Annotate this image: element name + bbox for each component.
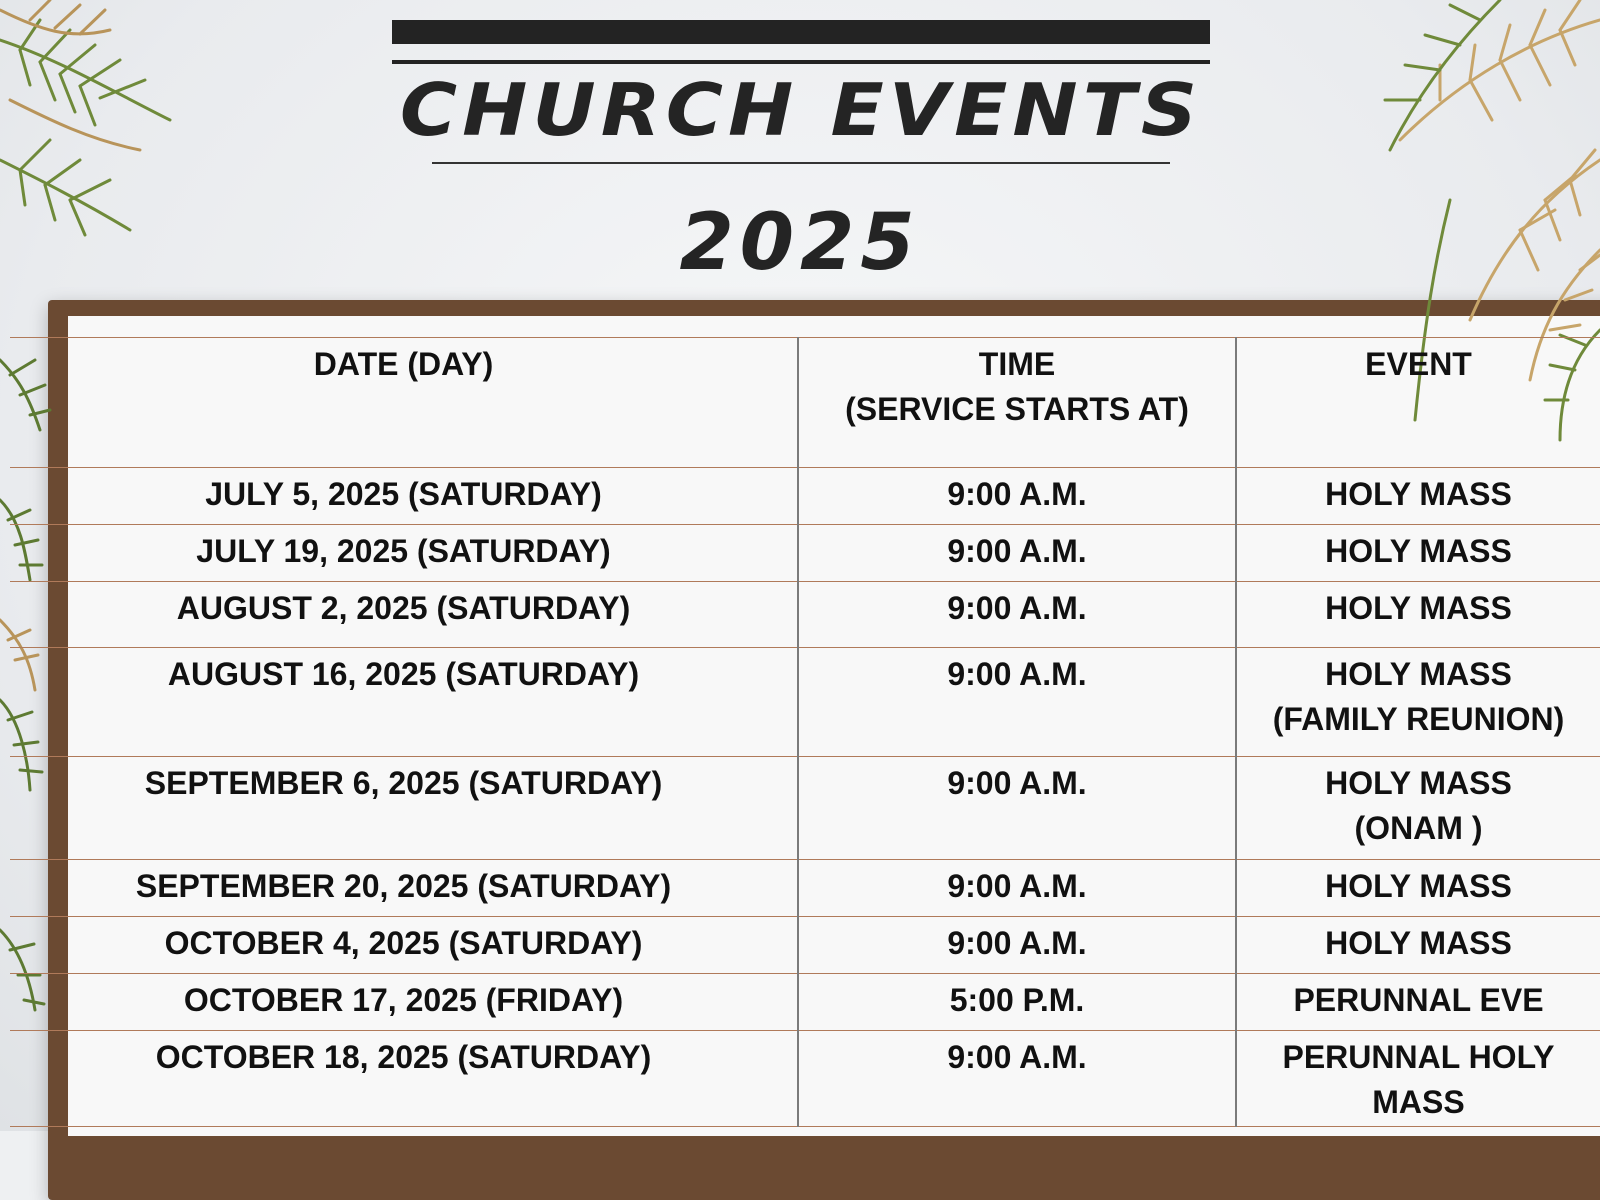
page-title: CHURCH EVENTS — [399, 69, 1203, 153]
event-time: 9:00 A.M. — [798, 917, 1236, 974]
event-name — [1236, 648, 1600, 757]
header-bar-thin — [392, 60, 1210, 64]
event-date: OCTOBER 18, 2025 (SATURDAY) — [10, 1031, 798, 1127]
event-time: 9:00 A.M. — [798, 582, 1236, 648]
event-time: 9:00 A.M. — [798, 860, 1236, 917]
event-name-line1: PERUNNAL HOLY — [1282, 1039, 1555, 1075]
event-name — [1236, 1031, 1600, 1127]
event-name-line1: HOLY MASS — [1325, 925, 1512, 961]
event-time: 9:00 A.M. — [798, 757, 1236, 860]
event-name-line2: MASS — [1372, 1084, 1465, 1120]
event-name — [1236, 525, 1600, 582]
event-name-line1: HOLY MASS — [1325, 590, 1512, 626]
table-row — [10, 648, 1600, 757]
header-time — [798, 338, 1236, 468]
header-time-line1: TIME — [978, 346, 1056, 382]
table-row — [10, 974, 1600, 1031]
table-row — [10, 468, 1600, 525]
event-name-line1: HOLY MASS — [1325, 656, 1512, 692]
event-date: AUGUST 2, 2025 (SATURDAY) — [10, 582, 798, 648]
event-date: SEPTEMBER 20, 2025 (SATURDAY) — [10, 860, 798, 917]
table-row — [10, 860, 1600, 917]
event-name-line1: PERUNNAL EVE — [1293, 982, 1544, 1018]
events-table — [10, 337, 1600, 1127]
header-event: EVENT — [1236, 338, 1600, 468]
header-date: DATE (DAY) — [10, 338, 798, 468]
table-row — [10, 757, 1600, 860]
year-heading: 2025 — [679, 198, 921, 288]
event-date: JULY 19, 2025 (SATURDAY) — [10, 525, 798, 582]
event-date: OCTOBER 4, 2025 (SATURDAY) — [10, 917, 798, 974]
event-name — [1236, 974, 1600, 1031]
header-bar-thick — [392, 20, 1210, 44]
event-name-line2: (FAMILY REUNION) — [1272, 701, 1565, 737]
event-date: OCTOBER 17, 2025 (FRIDAY) — [10, 974, 798, 1031]
event-time: 9:00 A.M. — [798, 525, 1236, 582]
event-name — [1236, 917, 1600, 974]
event-date: AUGUST 16, 2025 (SATURDAY) — [10, 648, 798, 757]
table-row — [10, 1031, 1600, 1127]
event-date: SEPTEMBER 6, 2025 (SATURDAY) — [10, 757, 798, 860]
event-name-line1: HOLY MASS — [1325, 476, 1512, 512]
event-name — [1236, 582, 1600, 648]
event-time: 9:00 A.M. — [798, 648, 1236, 757]
table-row — [10, 917, 1600, 974]
event-date: JULY 5, 2025 (SATURDAY) — [10, 468, 798, 525]
event-name-line1: HOLY MASS — [1325, 765, 1512, 801]
title-underline — [432, 162, 1170, 164]
event-time: 5:00 P.M. — [798, 974, 1236, 1031]
event-name-line1: HOLY MASS — [1325, 868, 1512, 904]
table-row — [10, 525, 1600, 582]
event-name-line1: HOLY MASS — [1325, 533, 1512, 569]
event-time: 9:00 A.M. — [798, 468, 1236, 525]
table-row — [10, 582, 1600, 648]
event-name-line2: (ONAM ) — [1354, 810, 1483, 846]
event-name — [1236, 757, 1600, 860]
table-header-row — [10, 338, 1600, 468]
event-name — [1236, 860, 1600, 917]
event-name — [1236, 468, 1600, 525]
header-time-line2: (SERVICE STARTS AT) — [845, 391, 1189, 427]
event-time: 9:00 A.M. — [798, 1031, 1236, 1127]
